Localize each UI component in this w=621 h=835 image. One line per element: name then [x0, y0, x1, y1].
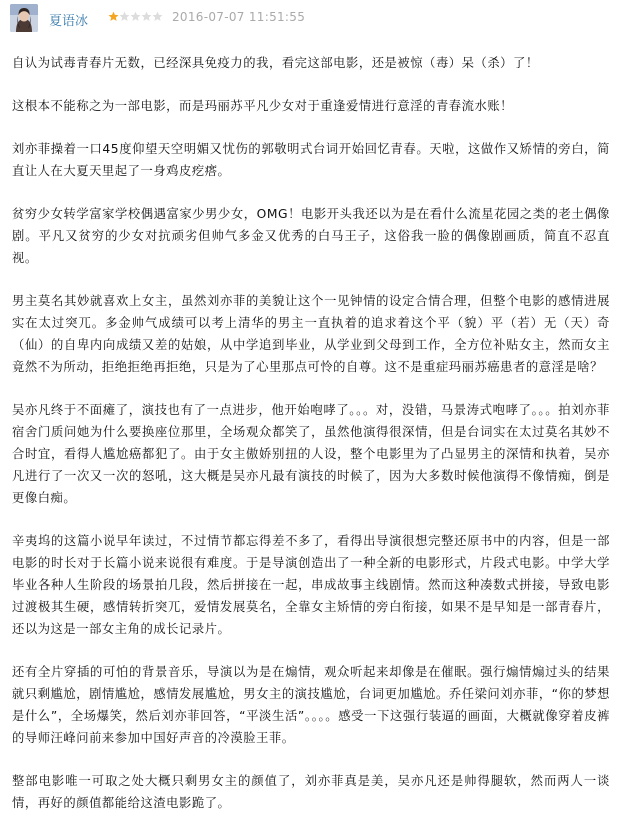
review-header [10, 4, 610, 34]
review-paragraph: 自认为试毒青春片无数，已经深具免疫力的我，看完这部电影，还是被惊（毒）呆（杀）了！ [12, 56, 539, 70]
star-empty-icon [141, 11, 152, 22]
user-avatar[interactable] [10, 4, 38, 32]
star-empty-icon [152, 11, 163, 22]
avatar-image [10, 4, 38, 32]
review-paragraph: 吴亦凡终于不面瘫了，演技也有了一点进步，他开始咆哮了。。。对，没错，马景涛式咆哮了。。。拍刘亦菲宿舍门质问她为什么要换座位那里，全场观众都笑了，虽然他演得很深情，但是台词实在太过莫名其妙不合时宜，看得人尴尬癌都犯了。由于女主傲娇别扭的人设，整个电影里为了凸显男主的深情和执着，吴亦凡进行了一次又一次的怒吼，这大概是吴亦凡最有演技的时候了，因为大多数时候他演得不像情痴，倒是更像白痴。 [12, 403, 610, 505]
review-paragraph: 刘亦菲操着一口45度仰望天空明媚又忧伤的郭敬明式台词开始回忆青春。天啦，这做作又矫情的旁白，简直让人在大夏天里起了一身鸡皮疙瘩。 [12, 142, 610, 178]
review-paragraph: 这根本不能称之为一部电影，而是玛丽苏平凡少女对于重逢爱情进行意淫的青春流水账！ [12, 99, 514, 113]
username-link[interactable]: 夏语冰 [49, 14, 89, 29]
star-empty-icon [119, 11, 130, 22]
review-paragraph: 还有全片穿插的可怕的背景音乐，导演以为是在煽情，观众听起来却像是在催眠。强行煽情煽过头的结果就只剩尴尬，剧情尴尬，感情发展尴尬，男女主的演技尴尬，台词更加尴尬。乔任梁问刘亦菲，“你的梦想是什么”，全场爆笑，然后刘亦菲回答，“平淡生活”。。。。感受一下这强行装逼的画面，大概就像穿着皮裤的导师汪峰问前来参加中国好声音的冷漠脸王菲。 [12, 665, 610, 745]
star-rating [108, 11, 163, 23]
review-paragraph: 辛夷坞的这篇小说早年读过，不过情节都忘得差不多了，看得出导演很想完整还原书中的内容，但是一部电影的时长对于长篇小说来说很有难度。于是导演创造出了一种全新的电影形式，片段式电影。中学大学毕业各种人生阶段的场景拍几段，然后拼接在一起，串成故事主线剧情。然而这种凑数式拼接，导致电影过渡极其生硬，感情转折突兀，爱情发展莫名，全靠女主矫情的旁白衔接，如果不是早知是一部青春片，还以为这是一部女主角的成长记录片。 [12, 534, 610, 636]
review-timestamp: 2016-07-07 11:51:55 [172, 10, 306, 24]
review-paragraph: 贫穷少女转学富家学校偶遇富家少男少女，OMG！电影开头我还以为是在看什么流星花园之类的老土偶像剧。平凡又贫穷的少女对抗顽劣但帅气多金又优秀的白马王子，这俗我一脸的偶像剧画质，简直不忍直视。 [12, 207, 610, 265]
review-paragraph: 整部电影唯一可取之处大概只剩男女主的颜值了，刘亦菲真是美，吴亦凡还是帅得腿软，然而两人一谈情，再好的颜值都能给这渣电影跪了。 [12, 774, 610, 810]
star-filled-icon [108, 11, 119, 22]
review-paragraph: 男主莫名其妙就喜欢上女主，虽然刘亦菲的美貌让这个一见钟情的设定合情合理，但整个电影的感情进展实在太过突兀。多金帅气成绩可以考上清华的男主一直执着的追求着这个平（貌）平（若）无（天）奇（仙）的自卑内向成绩又差的姑娘，从中学追到毕业，从学业到父母到工作，全方位补贴女主，然而女主竟然不为所动，拒绝拒绝再拒绝，只是为了心里那点可怜的自尊。这不是重症玛丽苏癌患者的意淫是啥？ [12, 294, 610, 374]
star-empty-icon [130, 11, 141, 22]
review-body [12, 52, 610, 835]
